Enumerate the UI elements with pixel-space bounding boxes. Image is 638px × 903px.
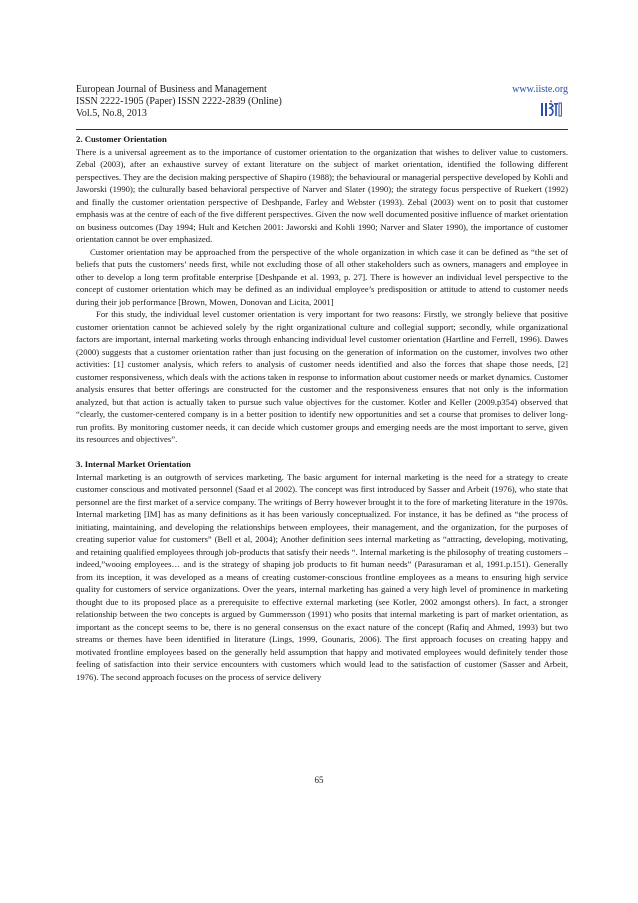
- section-heading-internal-market-orientation: 3. Internal Market Orientation: [76, 459, 191, 469]
- volume-line: Vol.5, No.8, 2013: [76, 108, 147, 119]
- section-heading-customer-orientation: 2. Customer Orientation: [76, 134, 167, 144]
- page-header: [76, 84, 568, 128]
- section-gap: [76, 446, 568, 459]
- page-number: 65: [314, 775, 324, 785]
- journal-url-link[interactable]: www.iiste.org: [512, 84, 568, 95]
- paragraph: Customer orientation may be approached from the perspective of the whole organization in which case it can be defined as “the set of beliefs that puts the customers’ needs first, while not excluding those of all other stakeholders such as owners, managers and employee in other to develop a long term profitable enterprise [Deshpande et al. 1993, p. 27]. There is however an individual level perspective to the concept of customer orientation which may be defined as an individual employee’s predisposition or attitude to attend to customer needs during their job performance [Brown, Mowen, Donovan and Licita, 2001]: [76, 246, 568, 307]
- issn-line: ISSN 2222-1905 (Paper) ISSN 2222-2839 (Online): [76, 96, 282, 107]
- journal-name: European Journal of Business and Management: [76, 84, 267, 95]
- paragraph: There is a universal agreement as to the importance of customer orientation to the organization that wishes to deliver value to customers. Zebal (2003), after an exhaustive survey of extant literature on the subject of market orientation, identified the following different perspectives. They are the decision making perspective of Shapiro (1988); the behavioural or managerial perspective developed by Kohli and Jaworski (1990); the culturally based behavioral perspective of Narver and Slater (1990); the strategy focus perspective of Ruekert (1992) and finally the customer orientation perspective of Deshpande, Farley and Webster (1993). Zebal (2003) went on to posit that customer emphasis was at the centre of each of the five different perspectives. Given the now well documented positive influence of market orientation on business outcomes (Day 1994; Hult and Ketchen 2001: Jaworski and Kohli 1990; Narver and Slater 1990), the importance of customer orientation cannot be over emphasized.: [76, 146, 568, 244]
- iiste-logo-icon: [540, 100, 562, 118]
- header-divider: [76, 129, 568, 130]
- article-body: [76, 133, 568, 683]
- paragraph: For this study, the individual level customer orientation is very important for two reasons: Firstly, we strongly believe that positive customer orientation cannot be achieved solely by the right organizational culture and collegial support; secondly, while organizational factors are important, internal marketing works through enhancing individual level customer orientation (Hartline and Ferrell, 1996). Dawes (2000) suggests that a customer orientation rather than just focusing on the generation of information on the customer, involves two other activities: [1] customer analysis, which refers to analysis of customer needs identified and also the forces that shape those needs, [2] customer responsiveness, which deals with the actions taken in response to information about customer needs or market dynamics. Customer analysis ensures that better offerings are constructed for the customer and the responsiveness ensures that not only is the information analyzed, but that action is actually taken to pursue such value objectives for the customer. Kotler and Keller (2009.p354) observed that “clearly, the customer-centered company is in a better position to identify new opportunities and set a course that promises to deliver long-run profits. By monitoring customer needs, it can decide which customer groups and emerging needs are the most important to serve, given its resources and objectives”.: [76, 309, 568, 444]
- paragraph: Internal marketing is an outgrowth of services marketing. The basic argument for internal marketing is the need for a strategy to create customer conscious and motivated personnel (Saad et al 2002). The concept was first introduced by Sasser and Arbeit (1976), who state that personnel are the first market of a service company. The writings of Berry however brought it to the fore of marketing literature in the 1970s. Internal marketing [IM] has as many definitions as it has been variously conceptualized. For instance, it has be defined as “the process of initiating, maintaining, and developing the relationships between employees, their management, and the organization, for the purposes of creating superior value for customers” (Bell et al, 2004); Another definition sees internal marketing as “attracting, developing, motivating, and retaining qualified employees through job-products that satisfy their needs “. Internal marketing is the philosophy of treating customers – indeed,”wooing employees… and is the strategy of shaping job products to fit human needs” (Parasuraman et al, 1991.p.151). Generally from its inception, it was developed as a means of creating customer-conscious frontline employees as a means to ensuring high service quality for customers of service organizations. Over the years, internal marketing has gained a very high level of prominence in marketing thought due to its proposed place as a prerequisite to effective external marketing (see Kotler, 2002 amongst others). In fact, a stronger relationship between the two concepts is argued by Gummersson (1991) who posits that internal marketing is part of market orientation, as important as the concept seems to be, there is no general consensus on the exact nature of the concept (Rafiq and Ahmed, 1993) but two streams or themes have been identified in literature (Lings, 1999, Gounaris, 2006). The first approach focuses on creating happy and motivated frontline employees based on the generally held assumption that happy and motivated employees would definitely tender those feeling of satisfaction into their service encounters with customers which would lead to the satisfaction of customer (Sasser and Arbeit, 1976). The second approach focuses on the process of service delivery: [76, 471, 568, 682]
